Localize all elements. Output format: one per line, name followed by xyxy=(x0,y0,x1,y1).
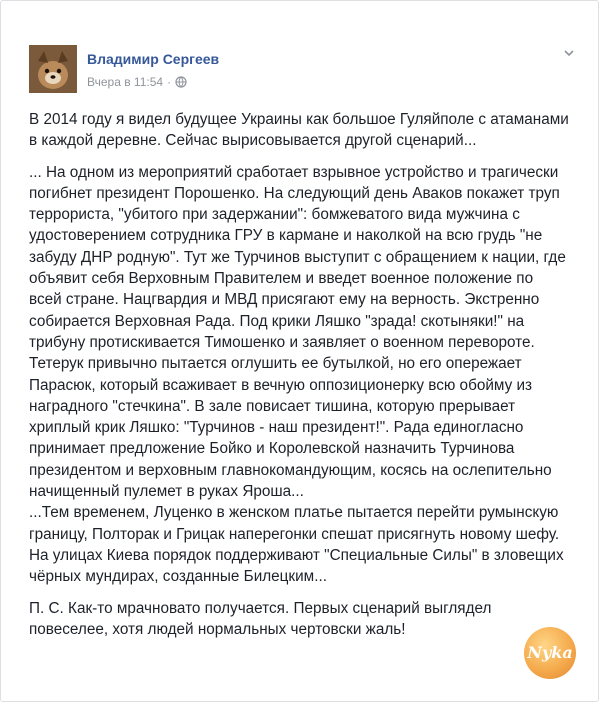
avatar-image xyxy=(29,45,77,93)
post-meta xyxy=(87,75,187,91)
post-header xyxy=(29,45,579,97)
meta-separator: · xyxy=(167,75,172,89)
post-paragraph: П. С. Как-то мрачновато получается. Первых сценарий выглядел повеселее, хотя людей нормальных чертовски жаль! xyxy=(29,599,492,638)
author-name[interactable]: Владимир Сергеев xyxy=(87,51,220,67)
post-body xyxy=(29,109,569,650)
watermark-logo: Nyka xyxy=(524,627,576,679)
post-paragraph: ...Тем временем, Луценко в женском платье пытается перейти румынскую границу, Полторак и Грицак наперегонки спешат присягнуть новому шефу. На улицах Киева порядок поддерживают "Специальные Силы" в зловещих чёрных мундирах, созданные Билецким... xyxy=(29,504,564,586)
post-timestamp[interactable]: Вчера в 11:54 xyxy=(87,75,164,89)
post-paragraph: В 2014 году я видел будущее Украины как большое Гуляйполе с атаманами в каждой деревне. Сейчас вырисовывается другой сценарий... xyxy=(29,111,569,150)
avatar[interactable] xyxy=(29,45,77,93)
globe-icon[interactable] xyxy=(175,76,187,91)
chevron-down-icon[interactable] xyxy=(561,47,577,63)
post-paragraph: ... На одном из мероприятий сработает взрывное устройство и трагически погибнет президент Порошенко. На следующий день Аваков покажет труп террориста, "убитого при задержании": бомжеватого вида мужчина с удостоверением сотрудника ГРУ в кармане и наколкой на всю грудь "не забуду ДНР родную". Тут же Турчинов выступит с обращением к нации, где объявит себя Верховным Правителем и введет военное положение по всей стране. Нацгвардия и МВД присягают ему на верность. Экстренно собирается Верховная Рада. Под крики Ляшко "зрада! скотыняки!" на трибуну протискивается Тимошенко и заявляет о военном перевороте. Тетерук привычно пытается оглушить ее бутылкой, но его опережает Парасюк, который всаживает в вечную оппозиционерку всю обойму из наградного "стечкина". В зале повисает тишина, которую прерывает хриплый крик Ляшко: "Турчинов - наш президент!". Рада единогласно принимает предложение Бойко и Королевской назначить Турчинова президентом и верховным главнокомандующим, косясь на ослепительно начищенный пулемет в руках Яроша... xyxy=(29,163,566,501)
